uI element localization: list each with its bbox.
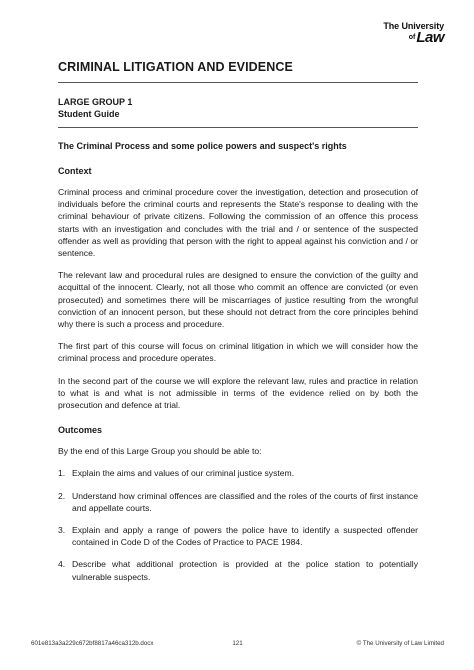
page-footer [31, 640, 444, 647]
list-number: 2. [58, 490, 66, 501]
group-heading [58, 96, 418, 120]
list-item [58, 524, 418, 548]
group-divider [58, 127, 418, 128]
list-number: 3. [58, 525, 66, 536]
list-text: Explain the aims and values of our criminal justice system. [72, 468, 295, 479]
context-paragraph-4: In the second part of the course we will explore the relevant law, rules and practice in relation to what is and what is not admissible in terms of the evidence relied on by both the prosecution and defence at trial. [58, 375, 418, 411]
logo-line-2 [383, 30, 444, 46]
page-number: 121 [232, 640, 243, 647]
list-text: Understand how criminal offences are classified and the roles of the courts of first instance and appellate courts. [72, 490, 418, 513]
list-number: 4. [58, 559, 66, 570]
list-number: 1. [58, 468, 66, 479]
outcomes-intro: By the end of this Large Group you should be able to: [58, 446, 262, 457]
title-divider [58, 82, 418, 83]
outcomes-list [58, 467, 418, 582]
list-item [58, 490, 418, 514]
list-item [58, 558, 418, 582]
context-paragraph-3: The first part of this course will focus on criminal litigation in which we will consider how the criminal process and procedure operates. [58, 341, 418, 364]
list-item [58, 467, 418, 479]
context-paragraph-1: Criminal process and criminal procedure cover the investigation, detection and prosecution of individuals before the criminal courts and represents the State's response to dealing with the criminal behaviour of private citizens. Following the commission of an offence this process starts with an investigation and concludes with the trial and / or sentence of the suspected offender as well as providing that person with the right to appeal against his conviction and / or sentence. [58, 187, 418, 259]
logo-law: Law [416, 29, 444, 46]
university-logo [383, 22, 444, 46]
guide-label: Student Guide [58, 109, 120, 119]
list-text: Describe what additional protection is provided at the police station to potentially vulnerable suspects. [72, 559, 418, 582]
document-body [58, 60, 418, 583]
document-title: CRIMINAL LITIGATION AND EVIDENCE [58, 60, 293, 74]
outcomes-heading: Outcomes [58, 425, 103, 436]
logo-of: of [408, 34, 416, 41]
list-text: Explain and apply a range of powers the police have to identify a suspected offender contained in Code D of the Codes of Practice to PACE 1984. [72, 525, 418, 548]
logo-line-1: The University [383, 21, 444, 31]
group-label: LARGE GROUP 1 [58, 97, 133, 107]
context-paragraph-2: The relevant law and procedural rules are designed to ensure the conviction of the guilty and acquittal of the innocent. Clearly, not all those who commit an offence are convicted (or even prosecuted) and sometimes there will be miscarriages of justice resulting from the wrongful conviction of an innocent person, but these should not detract from the core principles behind why there is such a process and procedure. [58, 270, 418, 330]
context-heading: Context [58, 166, 92, 176]
footer-filename: 601e813a3a229c672bf8817a46ca312b.docx [31, 640, 154, 647]
footer-copyright: © The University of Law Limited [356, 640, 444, 647]
section-subtitle: The Criminal Process and some police powers and suspect's rights [58, 141, 347, 151]
